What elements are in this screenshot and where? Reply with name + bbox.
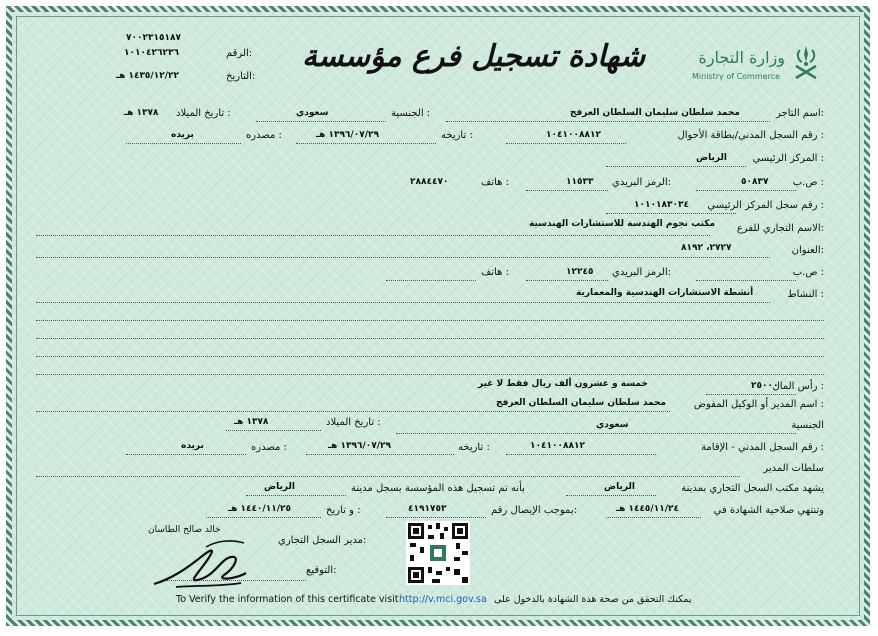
dotted-line bbox=[606, 166, 746, 167]
registry-manager-name: خالد صالح الطاسان bbox=[148, 525, 221, 535]
dotted-line bbox=[446, 121, 770, 122]
id-date: ١٣٩٦/٠٧/٢٩ هـ bbox=[316, 130, 379, 140]
nationality-value: سعودي bbox=[296, 108, 329, 118]
dotted-line bbox=[606, 517, 701, 518]
civil-id-label: رقم السجل المدني/بطاقة الأحوال : bbox=[677, 130, 824, 141]
phone-label: هاتف : bbox=[481, 177, 510, 188]
dotted-line bbox=[36, 374, 824, 375]
id-date-label: تاريخه : bbox=[441, 130, 473, 141]
attestation-city-2: الرياض bbox=[264, 482, 295, 492]
dotted-line bbox=[36, 356, 824, 357]
manager-name-label: اسم المدير أو الوكيل المفوض : bbox=[693, 399, 824, 410]
number-label: الرقم: bbox=[226, 48, 253, 59]
saudi-emblem-icon bbox=[790, 44, 822, 84]
hq-reg-value: ١٠١٠١٨٣٠٣٤ bbox=[634, 200, 689, 210]
capital-in-words: خمسة و عشرون ألف ريال فقط لا غير bbox=[478, 379, 648, 389]
certificate bbox=[6, 6, 870, 626]
handwritten-signature-icon bbox=[146, 529, 256, 594]
dotted-line bbox=[126, 143, 241, 144]
dotted-line bbox=[36, 302, 770, 303]
ministry-name-english: Ministry of Commerce bbox=[692, 72, 780, 81]
ministry-name-arabic: وزارة التجارة bbox=[698, 48, 785, 67]
manager-id: ١٠٤١٠٠٨٨١٢ bbox=[530, 441, 585, 451]
receipt-date-label: و تاريخ : bbox=[326, 505, 361, 516]
manager-id-date: ١٣٩٦/٠٧/٢٩ هـ bbox=[328, 441, 391, 451]
manager-id-label: رقم السجل المدني - الإقامة : bbox=[701, 442, 824, 453]
dotted-line bbox=[606, 213, 736, 214]
dotted-line bbox=[36, 338, 824, 339]
dotted-line bbox=[306, 454, 454, 455]
source-value: بريده bbox=[171, 130, 194, 140]
manager-id-date-label: تاريخه : bbox=[458, 442, 490, 453]
certificate-number: ١٠١٠٤٢٦٢٣٦ bbox=[124, 48, 179, 58]
certificate-title: شهادة تسجيل فرع مؤسسة bbox=[302, 39, 646, 74]
reference-number-top: ٧٠٠٢٣١٥١٨٧ bbox=[126, 33, 181, 43]
signature-label: التوقيع: bbox=[306, 565, 337, 576]
branch-phone-label: هاتف : bbox=[481, 267, 510, 278]
dotted-line bbox=[36, 411, 670, 412]
dotted-line bbox=[36, 320, 824, 321]
dotted-line bbox=[696, 280, 796, 281]
trade-name: مكتب نجوم الهندسة للاستشارات الهندسية bbox=[529, 219, 716, 229]
qr-code-icon bbox=[406, 521, 470, 585]
merchant-name-label: اسم التاجر: bbox=[776, 108, 824, 119]
branch-postal-label: الرمز البريدي: bbox=[612, 267, 671, 278]
dotted-line bbox=[526, 280, 608, 281]
activity-label: النشاط : bbox=[787, 289, 824, 300]
dotted-line bbox=[696, 190, 796, 191]
birth-value: ١٣٧٨ هـ bbox=[124, 108, 159, 118]
merchant-name: محمد سلطان سليمان السلطان العرفج bbox=[569, 108, 740, 118]
manager-powers-label: سلطات المدير bbox=[763, 463, 824, 474]
dotted-line bbox=[706, 394, 796, 395]
verify-url[interactable]: http://v.mci.gov.sa bbox=[399, 594, 487, 605]
manager-source: بريده bbox=[181, 441, 204, 451]
manager-nationality-label: الجنسية bbox=[791, 420, 824, 431]
address-value: ٢٧٢٧، ٨١٩٢ bbox=[681, 243, 732, 253]
trade-name-label: الاسم التجاري للفرع: bbox=[736, 223, 824, 234]
dotted-line bbox=[396, 433, 796, 434]
postal-label: الرمز البريدي: bbox=[612, 177, 671, 188]
dotted-line bbox=[246, 495, 346, 496]
dotted-line bbox=[386, 280, 476, 281]
expiry-date: ١٤٤٥/١١/٢٤ هـ bbox=[616, 504, 679, 514]
date-label: التاريخ: bbox=[226, 71, 256, 82]
pobox-label: ص.ب : bbox=[792, 177, 824, 188]
dotted-line bbox=[506, 454, 656, 455]
phone-value: ٢٨٨٤٤٧٠ bbox=[410, 177, 449, 187]
dotted-line bbox=[36, 476, 740, 477]
registry-manager-label: مدير السجل التجاري: bbox=[278, 535, 367, 546]
manager-source-label: مصدره : bbox=[251, 442, 287, 453]
pobox-value: ٥٠٨٣٧ bbox=[741, 177, 769, 187]
hq-label: المركز الرئيسي : bbox=[752, 153, 824, 164]
branch-pobox-label: ص.ب : bbox=[792, 267, 824, 278]
dotted-line bbox=[36, 235, 710, 236]
dotted-line bbox=[256, 121, 386, 122]
verify-text-arabic: يمكنك التحقق من صحة هذة الشهادة بالدخول على bbox=[494, 594, 692, 605]
receipt-date: ١٤٤٠/١١/٢٥ هـ bbox=[228, 504, 291, 514]
receipt-number: ٤١٩١٧٥٣ bbox=[408, 504, 447, 514]
birth-label: تاريخ الميلاد : bbox=[176, 108, 231, 119]
verify-text-english: To Verify the information of this certificate visit bbox=[176, 594, 399, 605]
capital-label: رأس المال : bbox=[772, 381, 824, 392]
dotted-line bbox=[36, 257, 770, 258]
source-label: مصدره : bbox=[246, 130, 282, 141]
receipt-label: بموجب الإيصال رقم: bbox=[491, 505, 577, 516]
manager-name: محمد سلطان سليمان السلطان العرفج bbox=[496, 398, 667, 408]
capital-amount: ٢٥٠٠٠ bbox=[751, 381, 779, 391]
hq-value: الرياض bbox=[696, 153, 727, 163]
dotted-line bbox=[296, 143, 436, 144]
manager-birth: ١٣٧٨ هـ bbox=[234, 417, 269, 427]
dotted-line bbox=[386, 517, 486, 518]
attestation-line1-start: يشهد مكتب السجل التجاري بمدينة bbox=[681, 483, 824, 494]
attestation-city: الرياض bbox=[604, 482, 635, 492]
manager-nationality: سعودي bbox=[596, 420, 629, 430]
postal-value: ١١٥٣٣ bbox=[566, 177, 594, 187]
civil-id: ١٠٤١٠٠٨٨١٢ bbox=[546, 130, 601, 140]
attestation-line2-start: وتنتهي صلاحية الشهادة في bbox=[713, 505, 824, 516]
dotted-line bbox=[126, 454, 246, 455]
dotted-line bbox=[506, 143, 626, 144]
dotted-line bbox=[206, 517, 321, 518]
dotted-line bbox=[526, 190, 608, 191]
nationality-label: الجنسية : bbox=[391, 108, 431, 119]
branch-postal-value: ١٢٢٤٥ bbox=[566, 267, 594, 277]
address-label: العنوان: bbox=[791, 245, 824, 256]
manager-birth-label: تاريخ الميلاد : bbox=[326, 417, 381, 428]
activity-value: أنشطة الاستشارات الهندسية والمعمارية bbox=[576, 288, 754, 298]
dotted-line bbox=[566, 495, 656, 496]
attestation-line1-middle: بأنه تم تسجيل هذه المؤسسة بسجل مدينة bbox=[351, 483, 525, 494]
dotted-line bbox=[226, 430, 321, 431]
hq-reg-label: رقم سجل المركز الرئيسي : bbox=[707, 200, 824, 211]
certificate-date: ١٤٣٥/١٢/٢٢ هـ bbox=[116, 71, 179, 81]
